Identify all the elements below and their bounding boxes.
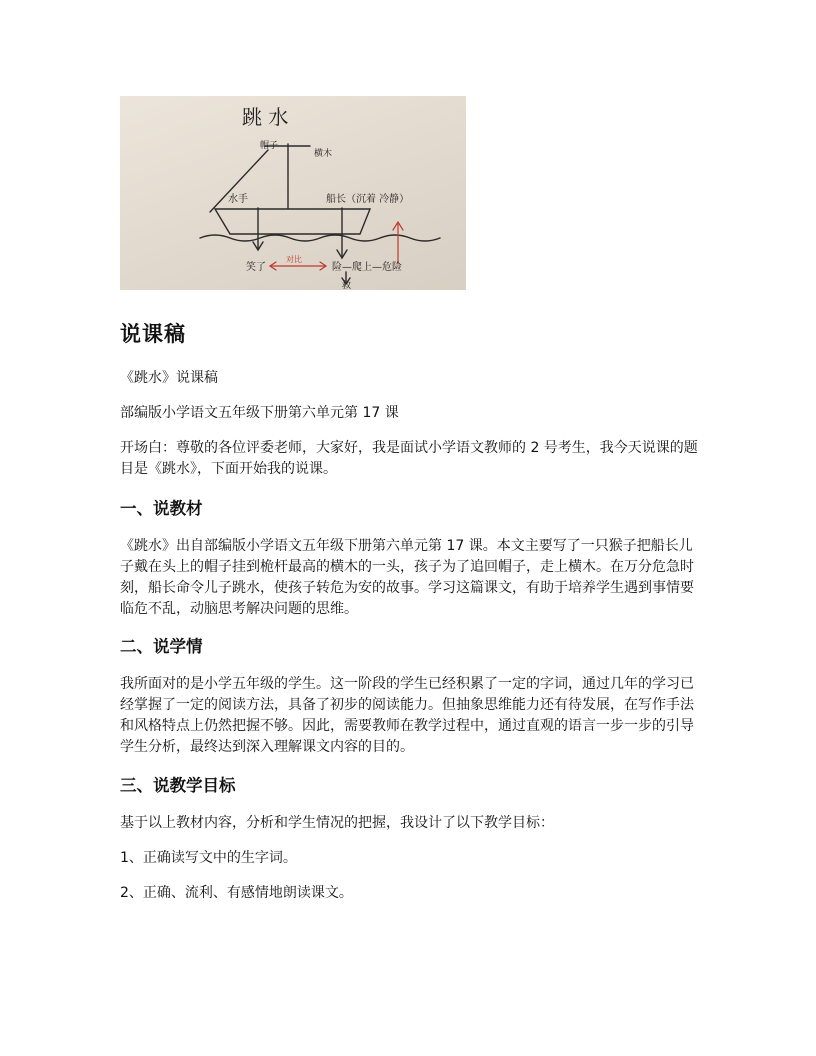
diagram-photo	[120, 96, 466, 290]
ship-hull	[215, 209, 370, 234]
section-heading-materials: 一、说教材	[120, 499, 203, 518]
label-crossbar: 横木	[314, 149, 333, 159]
label-saved: 救	[342, 281, 352, 290]
label-hat: 帽子	[260, 141, 279, 151]
section-heading-goals: 三、说教学目标	[120, 776, 236, 795]
label-sailor: 水手	[228, 194, 248, 205]
goal-item: 1、正确读写文中的生字词。	[120, 850, 297, 866]
section-heading-students: 二、说学情	[120, 637, 203, 656]
section-body-students: 我所面对的是小学五年级的学生。这一阶段的学生已经积累了一定的字词，通过几年的学习已经掌握了一定的阅读方法，具备了初步的阅读能力。但抽象思维能力还有待发展，在写作手法和风格特点上仍然把握不够。因此，需要教师在教学过程中，通过直观的语言一步一步的引导学生分析，最终达到深入理解课文内容的目的。	[120, 676, 694, 755]
section-body-goals: 基于以上教材内容，分析和学生情况的把握，我设计了以下教学目标：	[120, 815, 554, 831]
photo-title: 跳 水	[242, 105, 289, 129]
doc-title: 说课稿	[120, 322, 186, 346]
hand-drawn-diagram	[120, 96, 466, 290]
course-info: 部编版小学语文五年级下册第六单元第 17 课	[120, 405, 399, 421]
label-dangerous: 险—爬上—危险	[332, 262, 402, 273]
label-captain: 船长（沉着 冷静）	[326, 194, 410, 205]
label-contrast: 对比	[286, 255, 302, 264]
goal-item: 2、正确、流利、有感情地朗读课文。	[120, 885, 353, 901]
opening-paragraph: 开场白：尊敬的各位评委老师，大家好，我是面试小学语文教师的 2 号考生，我今天说课的题目是《跳水》，下面开始我的说课。	[120, 440, 698, 477]
doc-subtitle: 《跳水》说课稿	[120, 370, 218, 386]
section-body-materials: 《跳水》出自部编版小学语文五年级下册第六单元第 17 课。本文主要写了一只猴子把船长儿子戴在头上的帽子挂到桅杆最高的横木的一头，孩子为了追回帽子，走上横木。在万分危急时刻，船长命令儿子跳水，使孩子转危为安的故事。学习这篇课文，有助于培养学生遇到事情要临危不乱，动脑思考解决问题的思维。	[120, 538, 694, 617]
wave-line	[200, 235, 440, 241]
document-page	[120, 96, 700, 904]
label-laugh: 笑了	[246, 262, 266, 273]
